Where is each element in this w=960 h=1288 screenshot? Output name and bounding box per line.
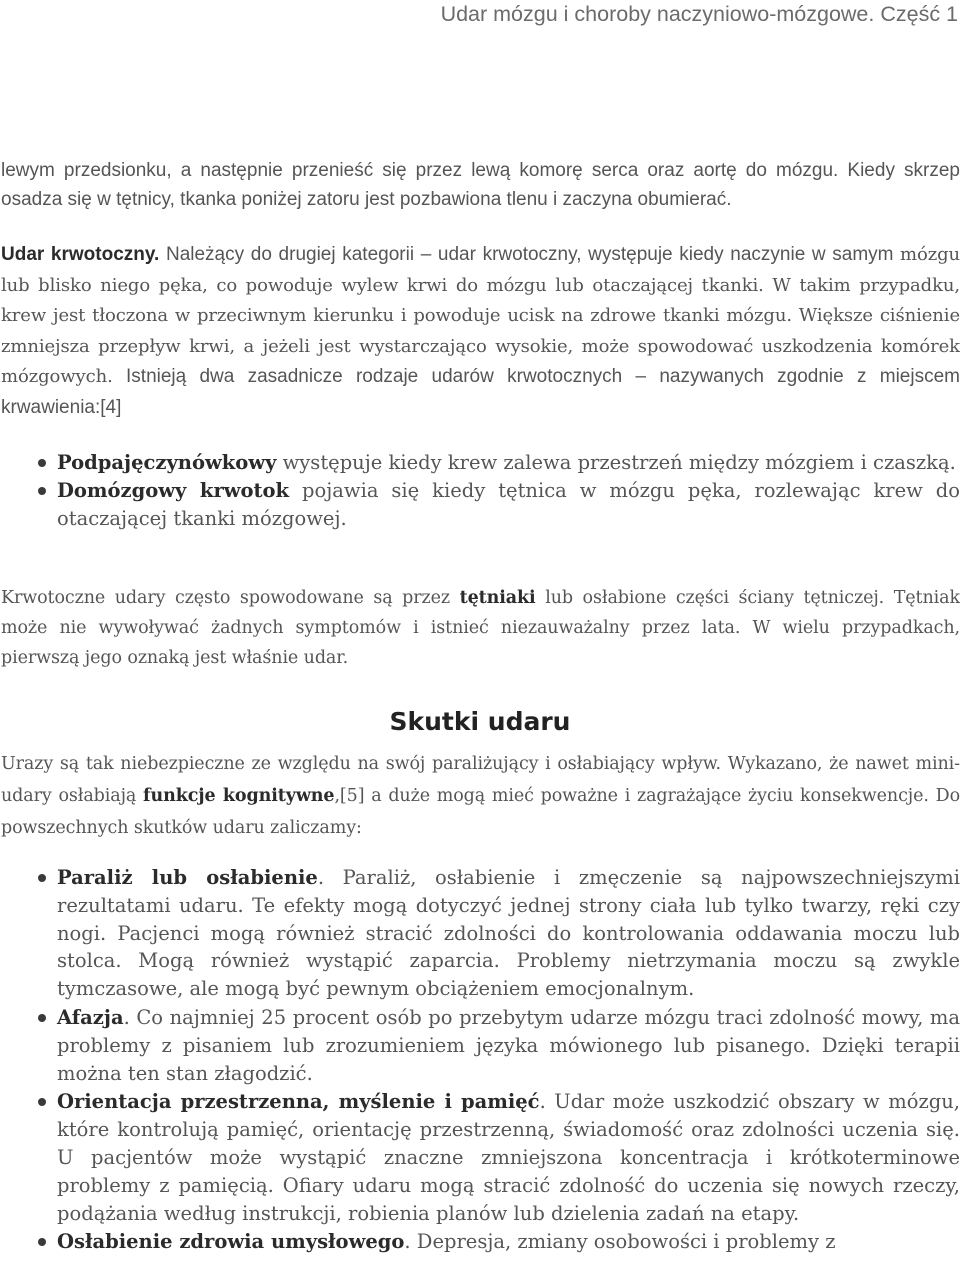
bullet-icon — [38, 1014, 46, 1022]
hemorrhagic-text-b: mózgu lub blisko niego pęka, co powoduje wylew krwi do mózgu lub otaczającej tkanki. W takim przypadku, krew jest tłoczona w przeciwnym kierunku i powoduje ucisk na zdrowe tkanki mózgu. Większe ciśnienie zmniejsza przepływ krwi, a jeżeli jest wystarczająco wysokie, może spowodować uszkodzenia komórek mózgowych. — [1, 244, 960, 387]
effect-term: Osłabienie zdrowia umysłowego — [57, 1230, 405, 1254]
section-text-c: ,[5] a duże mogą mieć poważne i zagrażające życiu — [334, 786, 794, 806]
hemorrhagic-text-c: Istnieją dwa zasadnicze rodzaje udarów krwotocznych – nazywanych zgodnie z miejscem krwawienia:[4] — [1, 366, 960, 418]
type-text: pojawia się kiedy tętnica w mózgu pęka, rozlewając krew do otaczającej tkanki mózgowej. — [57, 479, 960, 530]
list-item — [0, 1004, 960, 1087]
bullet-icon — [38, 459, 46, 467]
intro-paragraph — [1, 156, 960, 214]
hemorrhagic-text-a: Należący do drugiej kategorii – udar krwotoczny, występuje kiedy naczynie w samym — [159, 244, 894, 265]
effect-text: . Depresja, zmiany osobowości i problemy z — [404, 1230, 836, 1254]
section-term: funkcje kognitywne — [143, 786, 335, 806]
effect-text: . Co najmniej 25 procent osób po przebytym udarze mózgu traci zdolność mowy, ma problemy z pisaniem lub zrozumieniem języka mówionego lub pisanego. Dzięki terapii można ten stan złagodzić. — [57, 1005, 960, 1085]
hemorrhagic-paragraph — [1, 240, 960, 423]
section-text-d: konsekwencje. Do powszechnych skutków udaru zaliczamy: — [1, 786, 960, 838]
aneurysm-term: tętniaki — [459, 588, 536, 608]
intro-text: lewym przedsionku, a następnie przenieść się przez lewą komorę serca oraz aortę do mózgu. Kiedy skrzep osadza się w tętnicy, tkanka poniżej zatoru jest pozbawiona tlenu i zaczyna obumierać. — [1, 160, 960, 210]
aneurysm-text-a: Krwotoczne udary często spowodowane są przez — [1, 588, 460, 608]
list-item — [0, 477, 960, 533]
hemorrhagic-term: Udar krwotoczny. — [1, 244, 160, 265]
type-text: występuje kiedy krew zalewa przestrzeń między mózgiem i czaszką. — [276, 451, 956, 474]
section-text-b: mini-udary osłabiają — [1, 754, 960, 806]
section-text-a: Urazy są tak niebezpieczne ze względu na swój paraliżujący i osłabiający wpływ. Wykazano, że nawet — [1, 754, 909, 774]
section-intro-paragraph — [1, 748, 960, 844]
list-item — [0, 1228, 960, 1256]
effect-term: Paraliż lub osłabienie — [57, 866, 318, 889]
list-item — [0, 1088, 960, 1227]
bullet-icon — [38, 1098, 46, 1106]
hemorrhage-types-list — [0, 449, 960, 533]
bullet-icon — [38, 1238, 46, 1246]
type-term: Podpajęczynówkowy — [57, 451, 277, 474]
aneurysm-paragraph — [1, 583, 960, 673]
bullet-icon — [38, 487, 46, 495]
effects-list — [0, 864, 960, 1256]
effect-term: Orientacja przestrzenna, myślenie i pamięć — [57, 1090, 540, 1114]
list-item — [0, 864, 960, 1003]
page-header-title: Udar mózgu i choroby naczyniowo-mózgowe. Część 1 — [440, 2, 958, 26]
effect-text: . Paraliż, osłabienie i zmęczenie są najpowszechniejszymi rezultatami udaru. Te efekty mogą dotyczyć jednej strony ciała lub tylko twarzy, ręki czy nogi. Pacjenci mogą również stracić zdolności do kontrolowania oddawania moczu lub stolca. Mogą również wystąpić zaparcia. Problemy nietrzymania moczu są zwykle tymczasowe, ale mogą być pewnym obciążeniem emocjonalnym. — [57, 866, 960, 1001]
bullet-icon — [38, 874, 46, 882]
section-title: Skutki udaru — [389, 707, 571, 736]
list-item — [0, 449, 960, 477]
effect-text: . Udar może uszkodzić obszary w mózgu, które kontrolują pamięć, orientację przestrzenną, świadomość oraz zdolności uczenia się. U pacjentów może wystąpić znaczne zmniejszona koncentracja i krótkoterminowe problemy z pamięcią. Ofiary udaru mogą stracić zdolność do uczenia się nowych rzeczy, podążania według instrukcji, robienia planów lub dzielenia zadań na etapy. — [57, 1090, 960, 1225]
type-term: Domózgowy krwotok — [57, 479, 290, 502]
effect-term: Afazja — [57, 1005, 124, 1029]
aneurysm-text-b: lub osłabione części ściany tętniczej. Tętniak może nie wywoływać żadnych symptomów i istnieć niezauważalny przez lata. W wielu przypadkach, pierwszą jego oznaką jest właśnie udar. — [1, 588, 960, 668]
